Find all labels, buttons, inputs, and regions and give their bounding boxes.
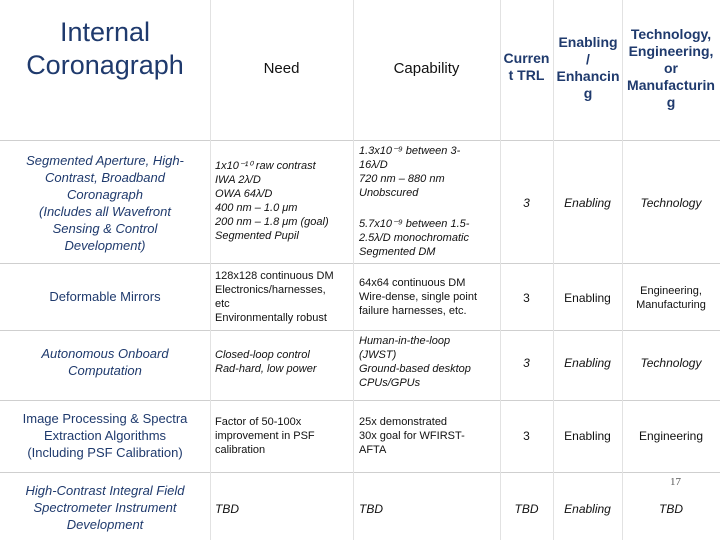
category-line: Manufacturing	[636, 299, 706, 311]
area-line: Contrast, Broadband	[45, 170, 165, 185]
area-line: Development	[66, 517, 144, 532]
need-line: calibration	[215, 444, 266, 456]
header-line: Enhancin	[556, 68, 620, 84]
capability-line: Segmented DM	[359, 246, 436, 258]
capability-deformable-mirrors	[359, 276, 500, 318]
trl-value: 3	[523, 291, 530, 305]
area-line: Extraction Algorithms	[43, 428, 167, 443]
capability-line: 2.5λ/D monochromatic	[359, 232, 469, 244]
page-number: 17	[670, 476, 681, 488]
need-line: 1x10⁻¹⁰ raw contrast	[215, 160, 316, 172]
need-line: Rad-hard, low power	[215, 363, 317, 375]
area-image-processing	[0, 410, 210, 461]
area-line: Spectrometer Instrument	[33, 500, 177, 515]
area-integral-field-spectrometer	[0, 482, 210, 533]
need-line: etc	[215, 298, 230, 310]
trl-value: 3	[523, 429, 530, 443]
category-value	[622, 284, 720, 312]
need-segmented-aperture	[215, 159, 353, 243]
capability-line: CPUs/GPUs	[359, 377, 421, 389]
area-line: Coronagraph	[67, 187, 143, 202]
need-line: Environmentally robust	[215, 312, 327, 324]
row-divider	[0, 400, 720, 401]
header-line: /	[586, 51, 590, 67]
category-value: TBD	[659, 502, 683, 516]
capability-line: Human-in-the-loop	[359, 335, 451, 347]
header-line: Enabling	[558, 34, 618, 50]
need-line: Factor of 50-100x	[215, 416, 302, 428]
need-image-processing	[215, 415, 353, 457]
capability-line: 30x goal for WFIRST-	[359, 430, 465, 442]
need-line: Closed-loop control	[215, 349, 310, 361]
area-line: (Including PSF Calibration)	[27, 445, 183, 460]
header-line: Technology,	[630, 26, 712, 42]
capability-integral-field-spectrometer: TBD	[359, 502, 383, 516]
need-line: Segmented Pupil	[215, 230, 299, 242]
need-line: 128x128 continuous DM	[215, 270, 334, 282]
capability-segmented-aperture-a	[359, 144, 500, 200]
header-line: Engineering,	[628, 43, 714, 59]
category-value: Engineering	[638, 429, 704, 443]
capability-line: 25x demonstrated	[359, 416, 448, 428]
need-line: improvement in PSF	[215, 430, 315, 442]
slide-title: Internal Coronagraph	[26, 17, 184, 80]
area-deformable-mirrors: Deformable Mirrors	[49, 289, 161, 304]
capability-line: 64x64 continuous DM	[359, 277, 466, 289]
area-line: Sensing & Control	[52, 221, 158, 236]
capability-line: 16λ/D	[359, 159, 388, 171]
header-line: t TRL	[508, 67, 545, 83]
header-line: g	[583, 85, 593, 101]
capability-image-processing	[359, 415, 500, 457]
capability-line: failure harnesses, etc.	[359, 305, 467, 317]
header-capability: Capability	[393, 60, 460, 77]
header-line: g	[666, 94, 676, 110]
row-divider	[0, 140, 720, 141]
header-category	[622, 26, 720, 111]
capability-line: Ground-based desktop	[359, 363, 471, 375]
row-divider	[0, 330, 720, 331]
enabling-value: Enabling	[564, 356, 611, 370]
area-line: Development)	[64, 238, 146, 253]
capability-line: AFTA	[359, 444, 387, 456]
need-line: Electronics/harnesses,	[215, 284, 326, 296]
capability-line: Wire-dense, single point	[359, 291, 478, 303]
capability-line: (JWST)	[359, 349, 397, 361]
area-line: (Includes all Wavefront	[39, 204, 171, 219]
capability-autonomous-computation	[359, 334, 500, 390]
area-line: Computation	[68, 363, 142, 378]
header-current-trl	[500, 50, 553, 84]
trl-value: 3	[523, 196, 530, 210]
header-need: Need	[263, 60, 300, 77]
need-deformable-mirrors	[215, 269, 353, 325]
area-line: High-Contrast Integral Field	[25, 483, 185, 498]
enabling-value: Enabling	[564, 196, 611, 210]
header-line: Curren	[503, 50, 550, 66]
need-line: 200 nm – 1.8 μm (goal)	[215, 216, 329, 228]
capability-line: 1.3x10⁻⁹ between 3-	[359, 145, 461, 157]
need-line: 400 nm – 1.0 μm	[215, 202, 298, 214]
row-divider	[0, 263, 720, 264]
column-divider	[210, 0, 211, 540]
trl-value: TBD	[514, 502, 539, 516]
header-line: or	[664, 60, 678, 76]
enabling-value: Enabling	[564, 291, 611, 305]
area-autonomous-computation	[0, 345, 210, 379]
enabling-value: Enabling	[564, 429, 611, 443]
header-enabling	[552, 34, 624, 102]
category-value: Technology	[640, 356, 702, 370]
category-value: Technology	[640, 196, 702, 210]
need-autonomous-computation	[215, 348, 353, 376]
area-line: Autonomous Onboard	[41, 346, 169, 361]
category-line: Engineering,	[640, 285, 702, 297]
area-line: Segmented Aperture, High-	[26, 153, 184, 168]
area-line: Image Processing & Spectra	[22, 411, 188, 426]
need-line: OWA 64λ/D	[215, 188, 273, 200]
row-divider	[0, 472, 720, 473]
area-segmented-aperture	[0, 152, 210, 254]
header-line: Manufacturin	[627, 77, 715, 93]
capability-line: 720 nm – 880 nm	[359, 173, 445, 185]
capability-line: 5.7x10⁻⁹ between 1.5-	[359, 218, 470, 230]
need-line: IWA 2λ/D	[215, 174, 261, 186]
column-divider	[353, 0, 354, 540]
enabling-value: Enabling	[564, 502, 611, 516]
need-integral-field-spectrometer: TBD	[215, 502, 239, 516]
capability-segmented-aperture-b	[359, 217, 500, 259]
capability-line: Unobscured	[359, 187, 419, 199]
trl-value: 3	[523, 356, 530, 370]
